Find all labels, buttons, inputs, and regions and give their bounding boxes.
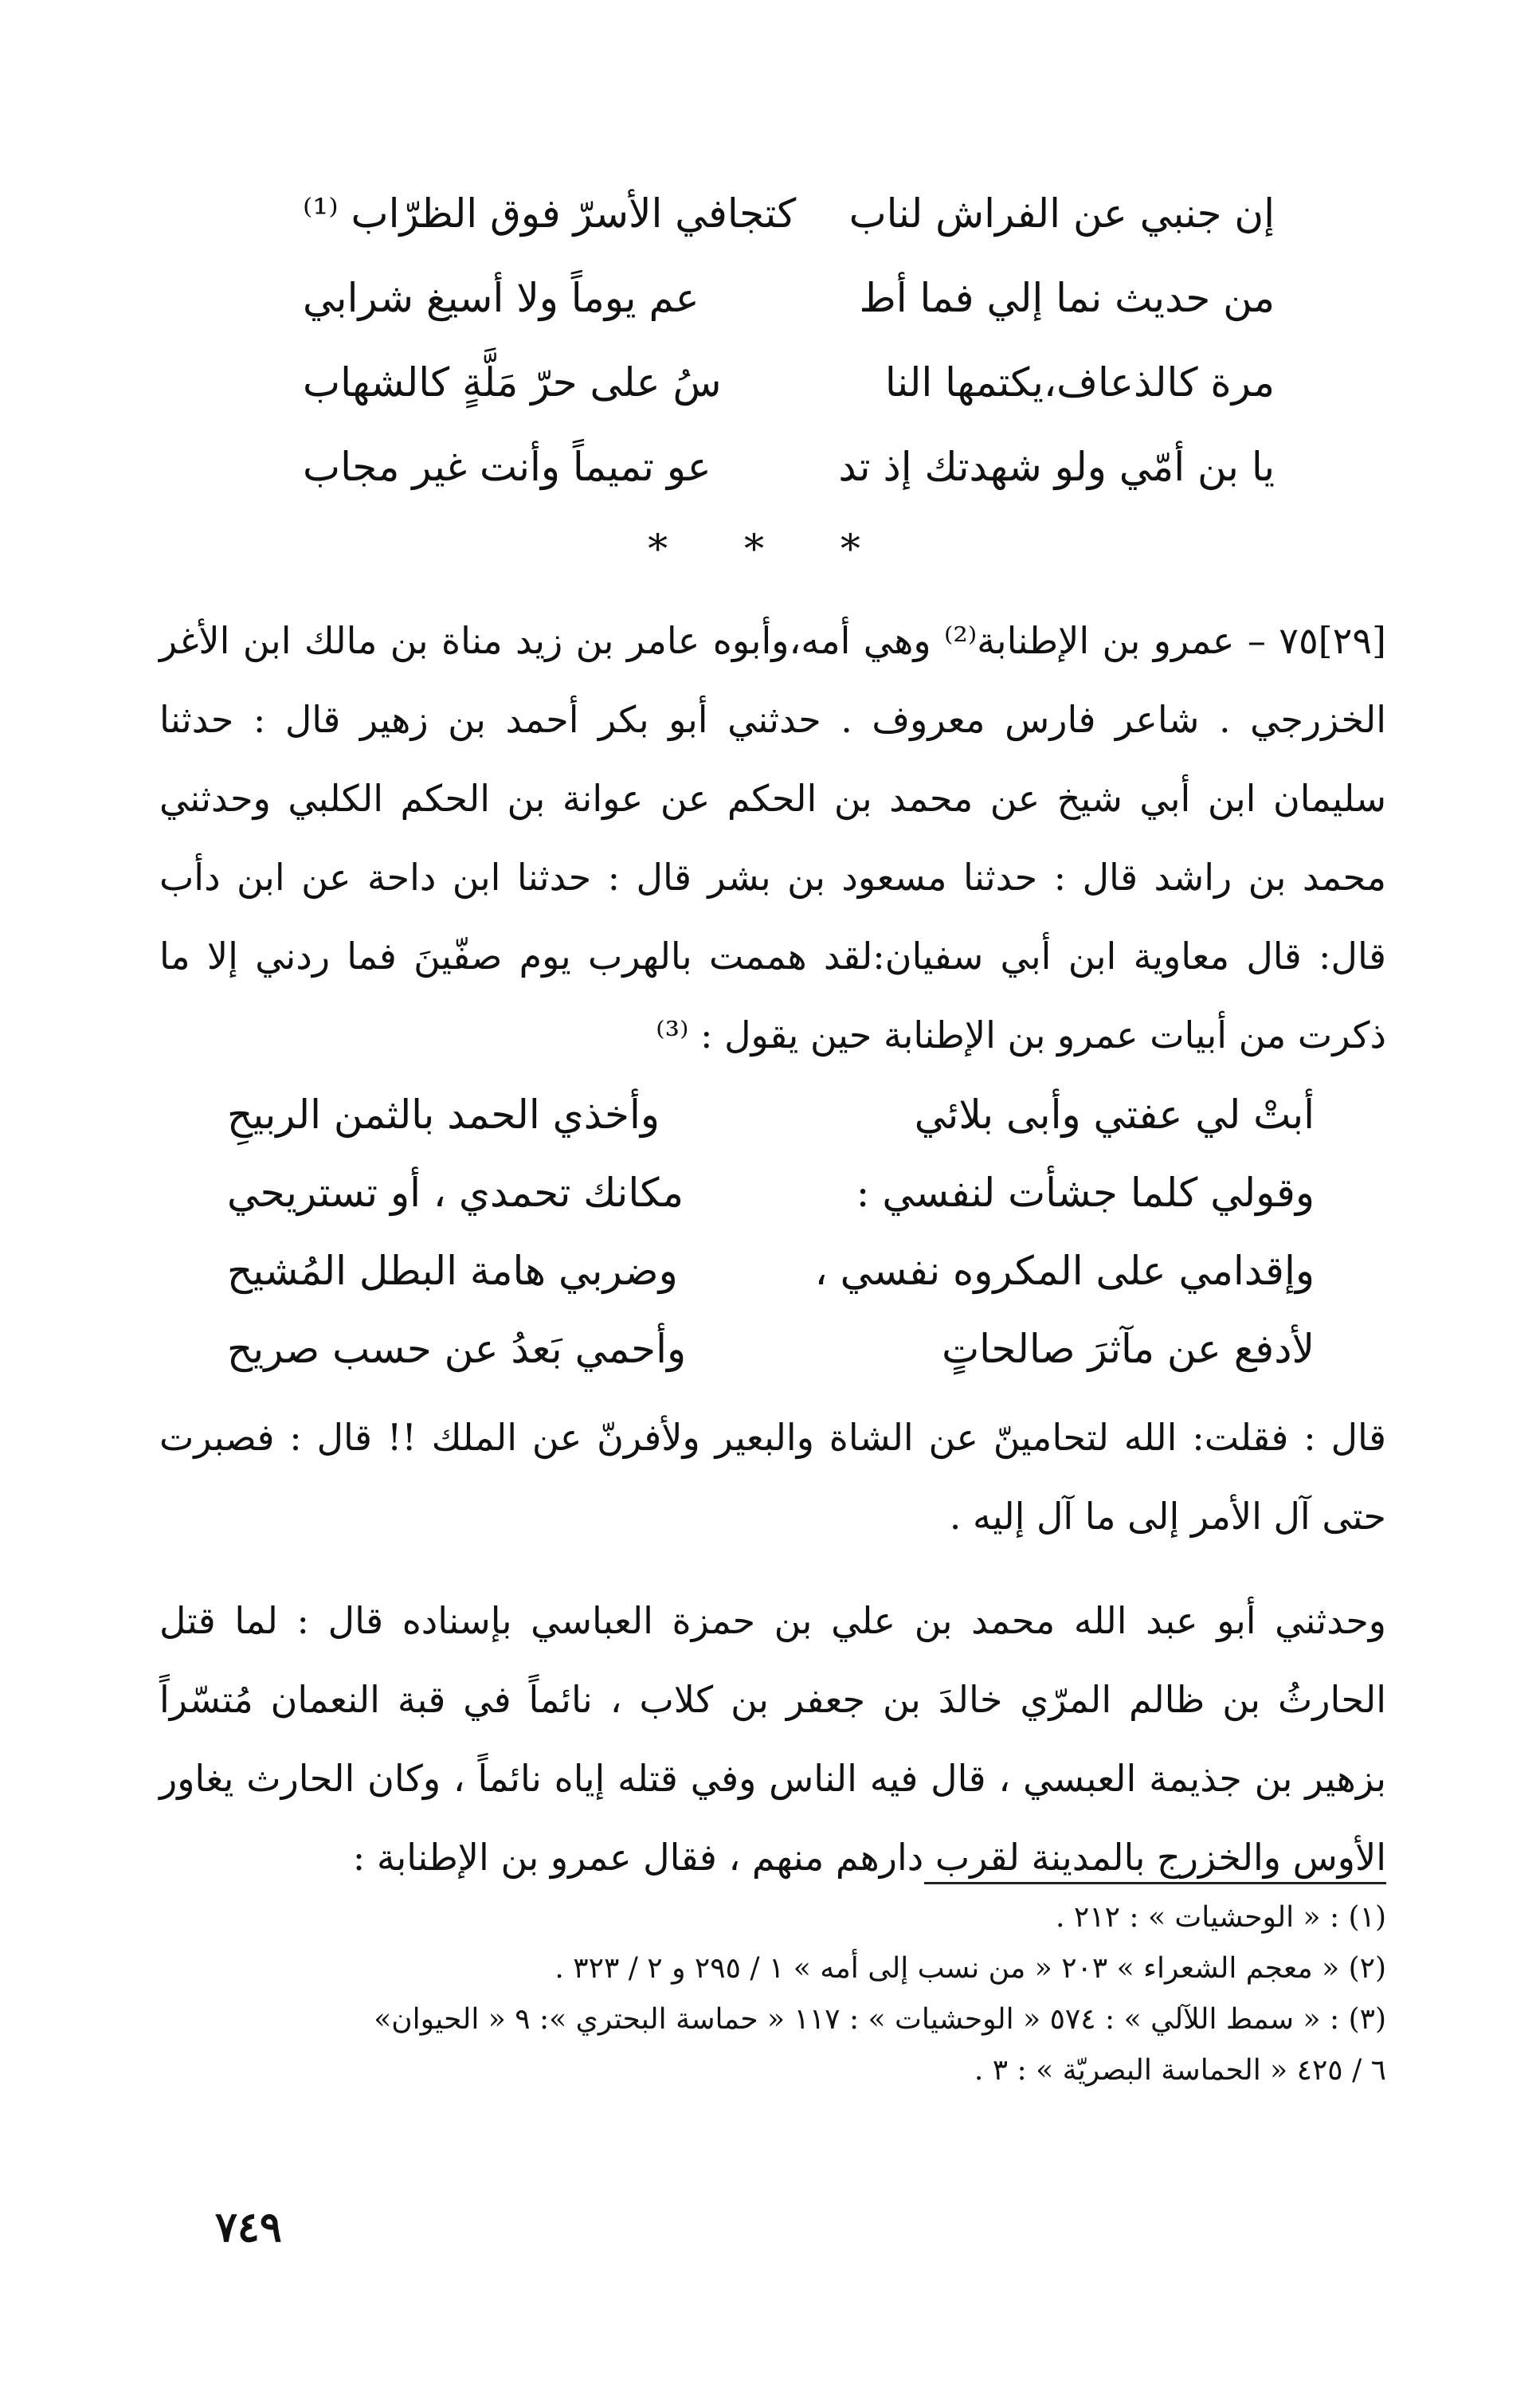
verse-first-hemistich: يا بن أمّي ولو شهدتك إذ تد (838, 444, 1275, 490)
verse-line (303, 171, 1275, 256)
footnote: (٣) : « سمط اللآلي » : ٥٧٤ « الوحشيات » : ١١٧ « حماسة البحتري »: ٩ « الحيوان» (374, 2003, 1386, 2036)
verse-second-hemistich: عو تميماً وأنت غير مجاب (303, 444, 711, 490)
footnote: ٦ / ٤٢٥ « الحماسة البصريّة » : ٣ . (974, 2054, 1386, 2087)
verse-second-hemistich: سُ على حرّ مَلَّةٍ كالشهاب (303, 359, 722, 406)
verse-line (227, 1154, 1315, 1232)
verse-second-hemistich: كتجافي الأسرّ فوق الظرّاب ⁽¹⁾ (303, 190, 797, 237)
verse-second-hemistich: مكانك تحمدي ، أو تستريحي (227, 1170, 684, 1216)
verse-second-hemistich: وأخذي الحمد بالثمن الربيحِ (227, 1092, 660, 1138)
verse-first-hemistich: وقولي كلما جشأت لنفسي : (856, 1170, 1315, 1216)
section-separator: * * * (648, 526, 892, 572)
narrative-paragraph: وحدثني أبو عبد الله محمد بن علي بن حمزة العباسي بإسناده قال : لما قتل الحارثُ بن ظالم المرّي خالدَ بن جعفر بن كلاب ، نائماً في قبة النعمان مُتسّراً بزهير بن جذيمة العبسي ، قال فيه الناس وفي قتله إياه نائماً ، وكان الحارث يغاور الأوس والخزرج بالمدينة لقرب دارهم منهم ، فقال عمرو بن الإطنابة : (159, 1599, 1387, 1879)
verse-first-hemistich: مرة كالذعاف،يكتمها النا (884, 359, 1275, 406)
verse-first-hemistich: من حديث نما إلي فما أط (859, 275, 1275, 321)
verse-second-hemistich: عم يوماً ولا أسيغ شرابي (303, 275, 699, 321)
verse-first-hemistich: لأدفع عن مآثرَ صالحاتٍ (942, 1326, 1315, 1372)
poem-block-1 (303, 171, 1275, 509)
footnote: (١) : « الوحشيات » : ٢١٢ . (1056, 1901, 1386, 1934)
footnote-divider (924, 1882, 1386, 1884)
entry-paragraph: [٢٩]٧٥ – عمرو بن الإطنابة⁽²⁾ وهي أمه،وأبوه عامر بن زيد مناة بن مالك ابن الأغر الخزرجي . شاعر فارس معروف . حدثني أبو بكر أحمد بن زهير قال : حدثنا سليمان ابن أبي شيخ عن محمد بن الحكم عن عوانة بن الحكم الكلبي وحدثني محمد بن راشد قال : حدثنا مسعود بن بشر قال : حدثنا ابن داحة عن ابن دأب قال: قال معاوية ابن أبي سفيان:لقد هممت بالهرب يوم صفّينَ فما ردني إلا ما ذكرت من أبيات عمرو بن الإطنابة حين يقول : ⁽³⁾ (159, 619, 1386, 1056)
verse-first-hemistich: إن جنبي عن الفراش لناب (848, 190, 1275, 237)
narrative-paragraph: قال : فقلت: الله لتحامينّ عن الشاة والبعير ولأفرنّ عن الملك !! قال : فصبرت حتى آل الأمر إلى ما آل إليه . (159, 1416, 1386, 1538)
footnotes (191, 1892, 1386, 2096)
verse-line (227, 1076, 1315, 1154)
verse-line (227, 1310, 1315, 1388)
verse-second-hemistich: وضربي هامة البطل المُشيح (227, 1248, 678, 1294)
verse-line (303, 340, 1275, 425)
verse-line (303, 256, 1275, 340)
footnote: (٢) « معجم الشعراء » ٢٠٣ « من نسب إلى أمه » ١ / ٢٩٥ و ٢ / ٣٢٣ . (554, 1952, 1386, 1985)
verse-second-hemistich: وأحمي بَعدُ عن حسب صريح (227, 1326, 687, 1372)
poem-block-2 (227, 1076, 1315, 1388)
page-number: ٧٤٩ (215, 2203, 282, 2252)
verse-line (227, 1232, 1315, 1310)
verse-line (303, 425, 1275, 509)
verse-first-hemistich: أبتْ لي عفتي وأبى بلائي (914, 1092, 1315, 1138)
verse-first-hemistich: وإقدامي على المكروه نفسي ، (814, 1248, 1315, 1294)
